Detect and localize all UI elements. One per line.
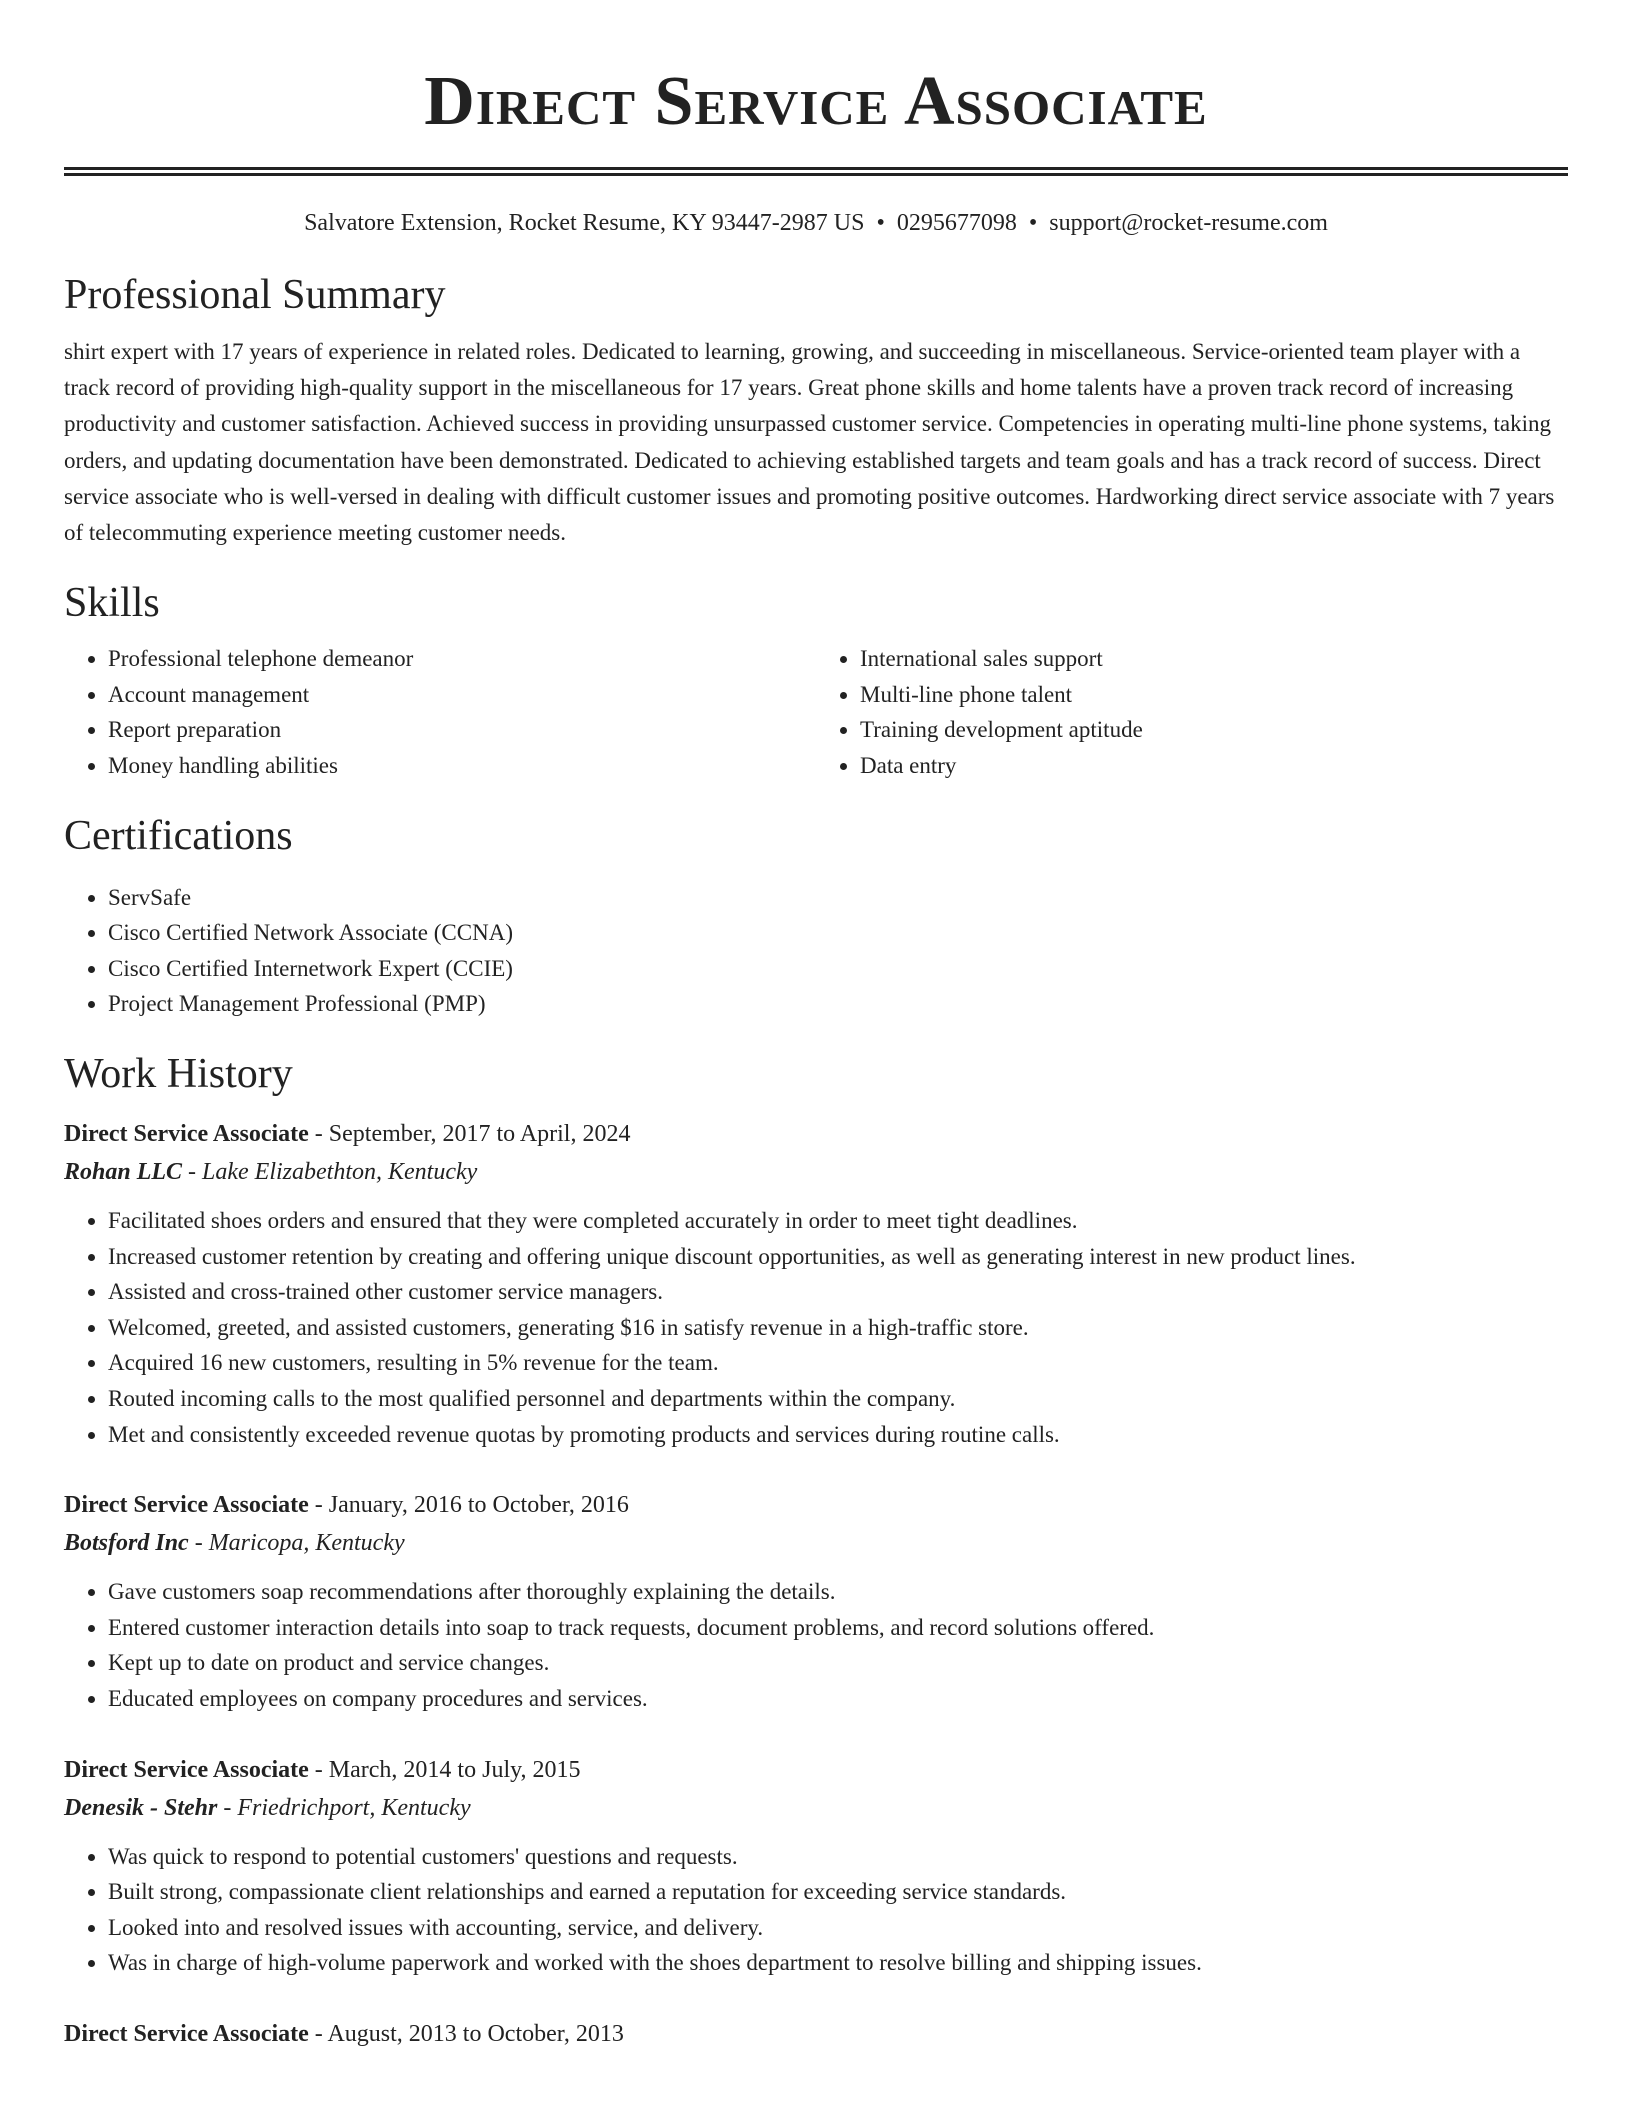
job-bullet: • Acquired 16 new customers, resulting in 5% revenue for the team.: [108, 1345, 1568, 1381]
job-company: Rohan LLC: [64, 1158, 183, 1185]
job-entry: [64, 1751, 1568, 1981]
job-title: Direct Service Associate: [64, 1120, 309, 1147]
skills-columns: [64, 641, 1568, 783]
job-bullet: • Looked into and resolved issues with accounting, service, and delivery.: [108, 1910, 1568, 1946]
job-bullet: • Assisted and cross-trained other customer service managers.: [108, 1274, 1568, 1310]
skill-item: • Report preparation: [108, 712, 816, 748]
job-company-line: Rohan LLC - Lake Elizabethton, Kentucky: [64, 1158, 478, 1185]
certifications-section: [64, 811, 1568, 1022]
skills-section: [64, 578, 1568, 783]
certification-item: • Cisco Certified Internetwork Expert (CCIE): [108, 951, 1568, 987]
job-bullet: • Educated employees on company procedures and services.: [108, 1681, 1568, 1717]
job-header: Direct Service Associate - September, 2017 to April, 2024: [64, 1120, 631, 1147]
job-bullet: • Built strong, compassionate client relationships and earned a reputation for exceeding service standards.: [108, 1874, 1568, 1910]
skill-item: • Multi-line phone talent: [860, 677, 1568, 713]
job-dates: January, 2016 to October, 2016: [328, 1492, 629, 1519]
skill-item: • Account management: [108, 677, 816, 713]
summary-heading: Professional Summary: [64, 272, 446, 318]
certifications-heading: Certifications: [64, 812, 293, 859]
job-header: Direct Service Associate - March, 2014 to July, 2015: [64, 1756, 581, 1783]
contact-email: support@rocket-resume.com: [1049, 210, 1328, 236]
job-bullets: [64, 1203, 1568, 1452]
job-bullet: • Routed incoming calls to the most qualified personnel and departments within the company.: [108, 1381, 1568, 1417]
work-history-heading: Work History: [64, 1050, 293, 1097]
resume-name: Direct Service Associate: [424, 63, 1208, 140]
resume-page: [64, 0, 1568, 2053]
job-bullet: • Facilitated shoes orders and ensured that they were completed accurately in order to meet tight deadlines.: [108, 1203, 1568, 1239]
job-bullet: • Entered customer interaction details into soap to track requests, document problems, and record solutions offered.: [108, 1610, 1568, 1646]
skill-item: • International sales support: [860, 641, 1568, 677]
certification-item: • ServSafe: [108, 880, 1568, 916]
job-company: Botsford Inc: [64, 1530, 189, 1557]
job-company-line: Botsford Inc - Maricopa, Kentucky: [64, 1530, 405, 1557]
job-location: Lake Elizabethton, Kentucky: [202, 1158, 478, 1185]
header-double-rule: [64, 167, 1568, 176]
skill-item: • Professional telephone demeanor: [108, 641, 816, 677]
job-company-line: Denesik - Stehr - Friedrichport, Kentucky: [64, 1794, 471, 1821]
job-dates: March, 2014 to July, 2015: [328, 1756, 581, 1783]
job-header: Direct Service Associate - August, 2013 to October, 2013: [64, 2020, 624, 2047]
job-title: Direct Service Associate: [64, 1492, 309, 1519]
certifications-list: [64, 880, 1568, 1022]
summary-text: shirt expert with 17 years of experience in related roles. Dedicated to learning, growing, and succeeding in miscellaneous. Service-oriented team player with a track record of providing high-quality support in the miscellaneous for 17 years. Great phone skills and home talents have a proven track record of increasing productivity and customer satisfaction. Achieved success in providing unsurpassed customer service. Competencies in operating multi-line phone systems, taking orders, and updating documentation have been demonstrated. Dedicated to achieving established targets and team goals and has a track record of success. Direct service associate who is well-versed in dealing with difficult customer issues and promoting positive outcomes. Hardworking direct service associate with 7 years of telecommuting experience meeting customer needs.: [64, 339, 1555, 546]
contact-separator: •: [876, 210, 885, 236]
job-company: Denesik - Stehr: [64, 1794, 218, 1821]
job-bullet: • Increased customer retention by creating and offering unique discount opportunities, as well as generating interest in new product lines.: [108, 1239, 1568, 1275]
skill-item: • Training development aptitude: [860, 712, 1568, 748]
job-bullet: • Welcomed, greeted, and assisted customers, generating $16 in satisfy revenue in a high-traffic store.: [108, 1310, 1568, 1346]
job-header: Direct Service Associate - January, 2016 to October, 2016: [64, 1492, 629, 1519]
job-location: Friedrichport, Kentucky: [237, 1794, 471, 1821]
job-location: Maricopa, Kentucky: [208, 1530, 405, 1557]
contact-line: [64, 208, 1568, 238]
job-dates: September, 2017 to April, 2024: [328, 1120, 631, 1147]
certification-item: • Project Management Professional (PMP): [108, 986, 1568, 1022]
job-entry: [64, 1115, 1568, 1452]
contact-address: Salvatore Extension, Rocket Resume, KY 93447-2987 US: [304, 210, 865, 236]
job-bullet: • Was quick to respond to potential customers' questions and requests.: [108, 1839, 1568, 1875]
job-entry: [64, 2015, 1568, 2053]
skills-heading: Skills: [64, 580, 160, 627]
skills-right-list: [816, 641, 1568, 783]
summary-section: [64, 270, 1568, 551]
contact-separator: •: [1028, 210, 1038, 236]
skill-item: • Money handling abilities: [108, 748, 816, 784]
skills-left-list: [64, 641, 816, 783]
work-history-section: [64, 1049, 1568, 2053]
job-bullets: [64, 1574, 1568, 1716]
job-bullet: • Was in charge of high-volume paperwork and worked with the shoes department to resolve billing and shipping issues.: [108, 1945, 1568, 1981]
job-dates: August, 2013 to October, 2013: [327, 2020, 624, 2047]
skill-item: • Data entry: [860, 748, 1568, 784]
job-title: Direct Service Associate: [64, 2020, 309, 2047]
job-bullet: • Kept up to date on product and service changes.: [108, 1645, 1568, 1681]
job-bullet: • Met and consistently exceeded revenue quotas by promoting products and services during routine calls.: [108, 1417, 1568, 1453]
job-bullet: • Gave customers soap recommendations after thoroughly explaining the details.: [108, 1574, 1568, 1610]
job-bullets: [64, 1839, 1568, 1981]
job-entry: [64, 1486, 1568, 1716]
job-title: Direct Service Associate: [64, 1756, 309, 1783]
certification-item: • Cisco Certified Network Associate (CCNA): [108, 915, 1568, 951]
contact-phone: 0295677098: [896, 210, 1017, 236]
